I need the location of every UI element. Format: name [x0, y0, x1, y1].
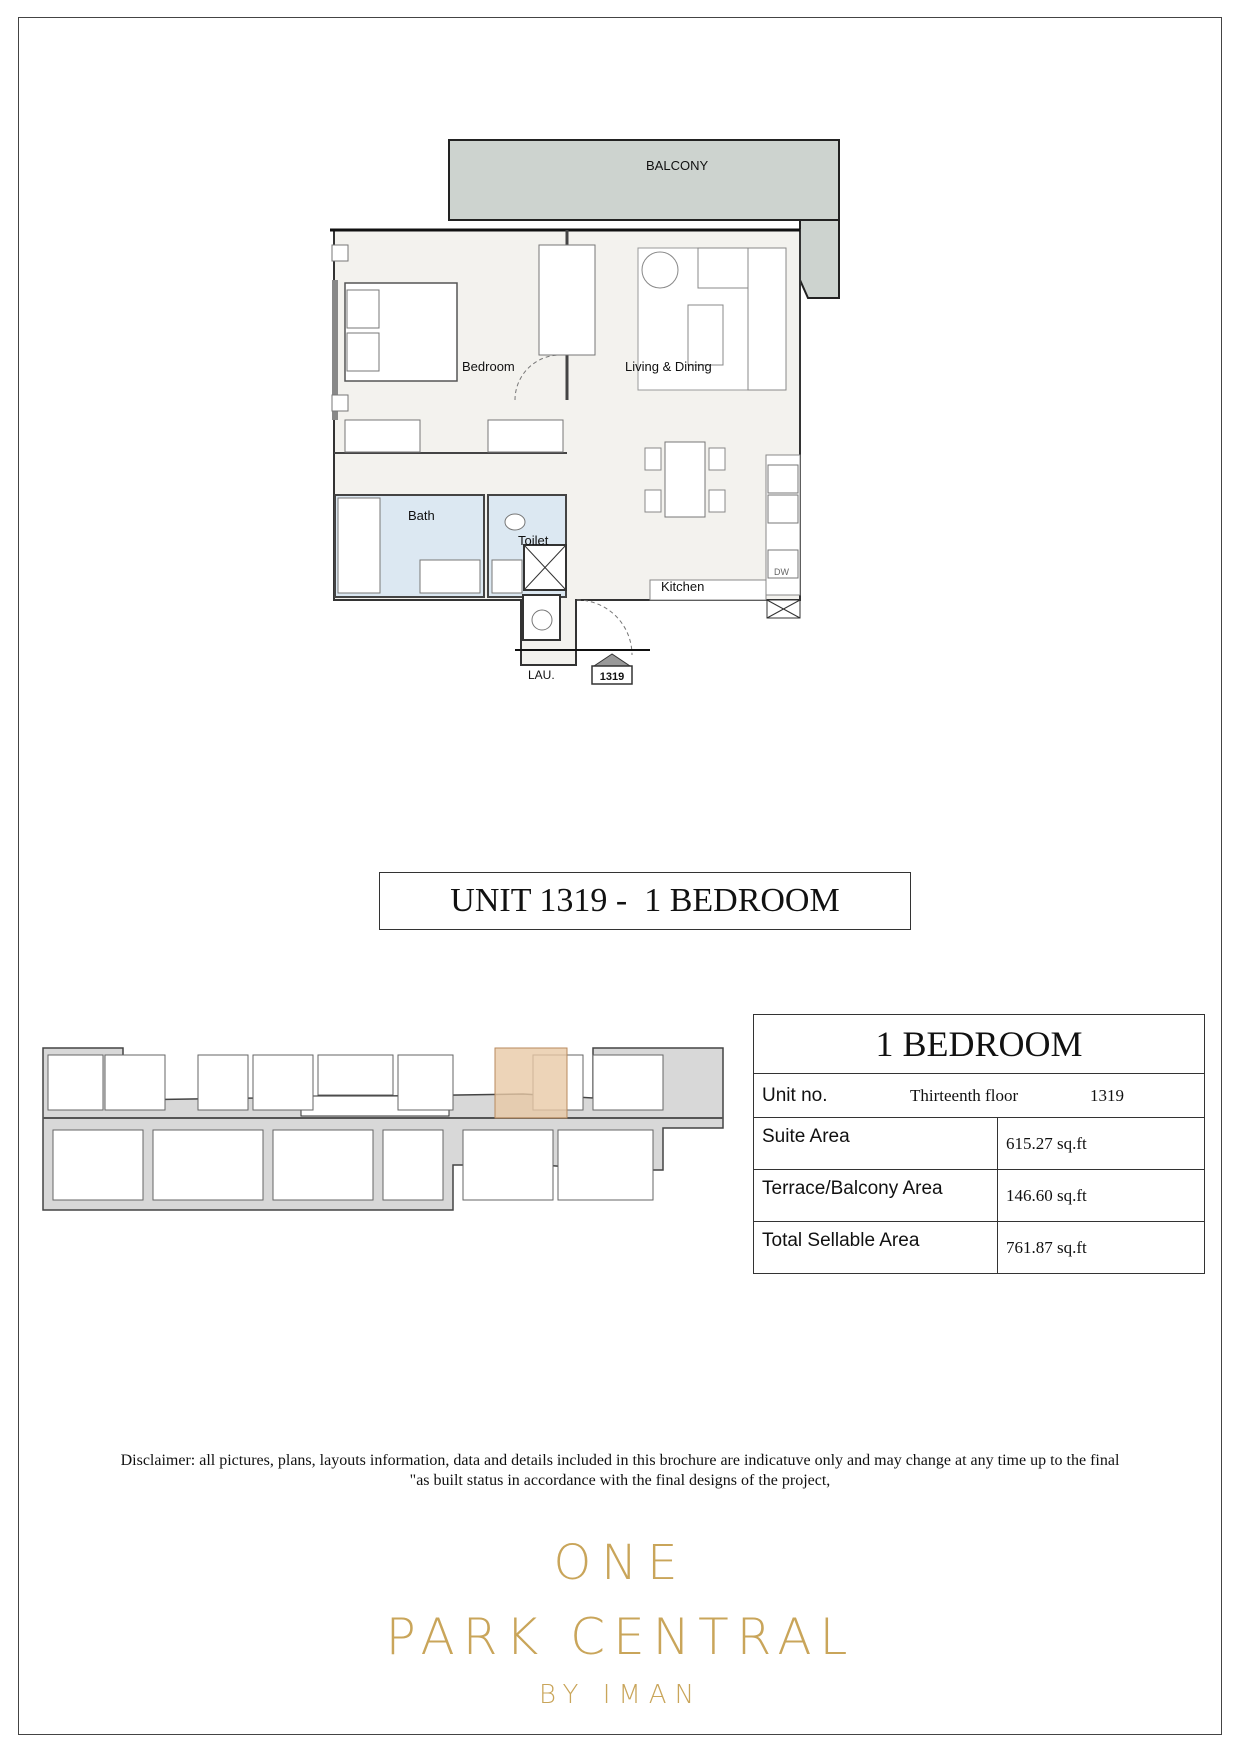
room-label-kitchen: Kitchen [661, 579, 705, 594]
disclaimer-line-1: Disclaimer: all pictures, plans, layouts information, data and details included in this brochure are indicatuve only and may change at any time up to the final [120, 1452, 1120, 1469]
room-label-balcony: BALCONY [646, 158, 709, 173]
suite-area-label: Suite Area [754, 1118, 998, 1170]
info-heading: 1 BEDROOM [754, 1015, 1205, 1074]
unit-floor-plan [320, 130, 920, 770]
dining-table [665, 442, 705, 517]
logo-line-one: ONE [553, 1535, 688, 1591]
unit-info-table [753, 1014, 1205, 1274]
entry-tag-label: 1319 [599, 671, 625, 683]
logo-line-park-central: PARK CENTRAL [385, 1608, 856, 1666]
balcony-area [449, 140, 839, 220]
wardrobe [539, 245, 595, 355]
total-area-label: Total Sellable Area [754, 1222, 998, 1274]
balcony-area-label: Terrace/Balcony Area [754, 1170, 998, 1222]
key-floor-plan [33, 1040, 733, 1220]
floor-value: Thirteenth floor [910, 1085, 1019, 1105]
room-label-toilet: Toilet [518, 533, 549, 548]
entry-marker [594, 654, 630, 666]
balcony-area-value: 146.60 sq.ft [998, 1170, 1205, 1222]
room-label-living-dining: Living & Dining [625, 359, 712, 374]
room-label-bedroom: Bedroom [462, 359, 515, 374]
room-label-dishwasher: DW [774, 567, 789, 577]
unit-no-label: Unit no. [762, 1084, 828, 1106]
unit-title: UNIT 1319 - 1 BEDROOM [379, 872, 911, 930]
total-area-value: 761.87 sq.ft [998, 1222, 1205, 1274]
balcony-side [800, 220, 839, 298]
logo-line-by-iman: BY IMAN [538, 1680, 703, 1710]
unit-number-value: 1319 [1090, 1085, 1124, 1105]
disclaimer-line-2: "as built status in accordance with the final designs of the project, [409, 1472, 831, 1489]
room-label-laundry: LAU. [528, 668, 555, 682]
suite-area-value: 615.27 sq.ft [998, 1118, 1205, 1170]
room-label-bath: Bath [408, 508, 435, 523]
key-plan-highlight [495, 1048, 567, 1118]
disclaimer [70, 1451, 1170, 1491]
